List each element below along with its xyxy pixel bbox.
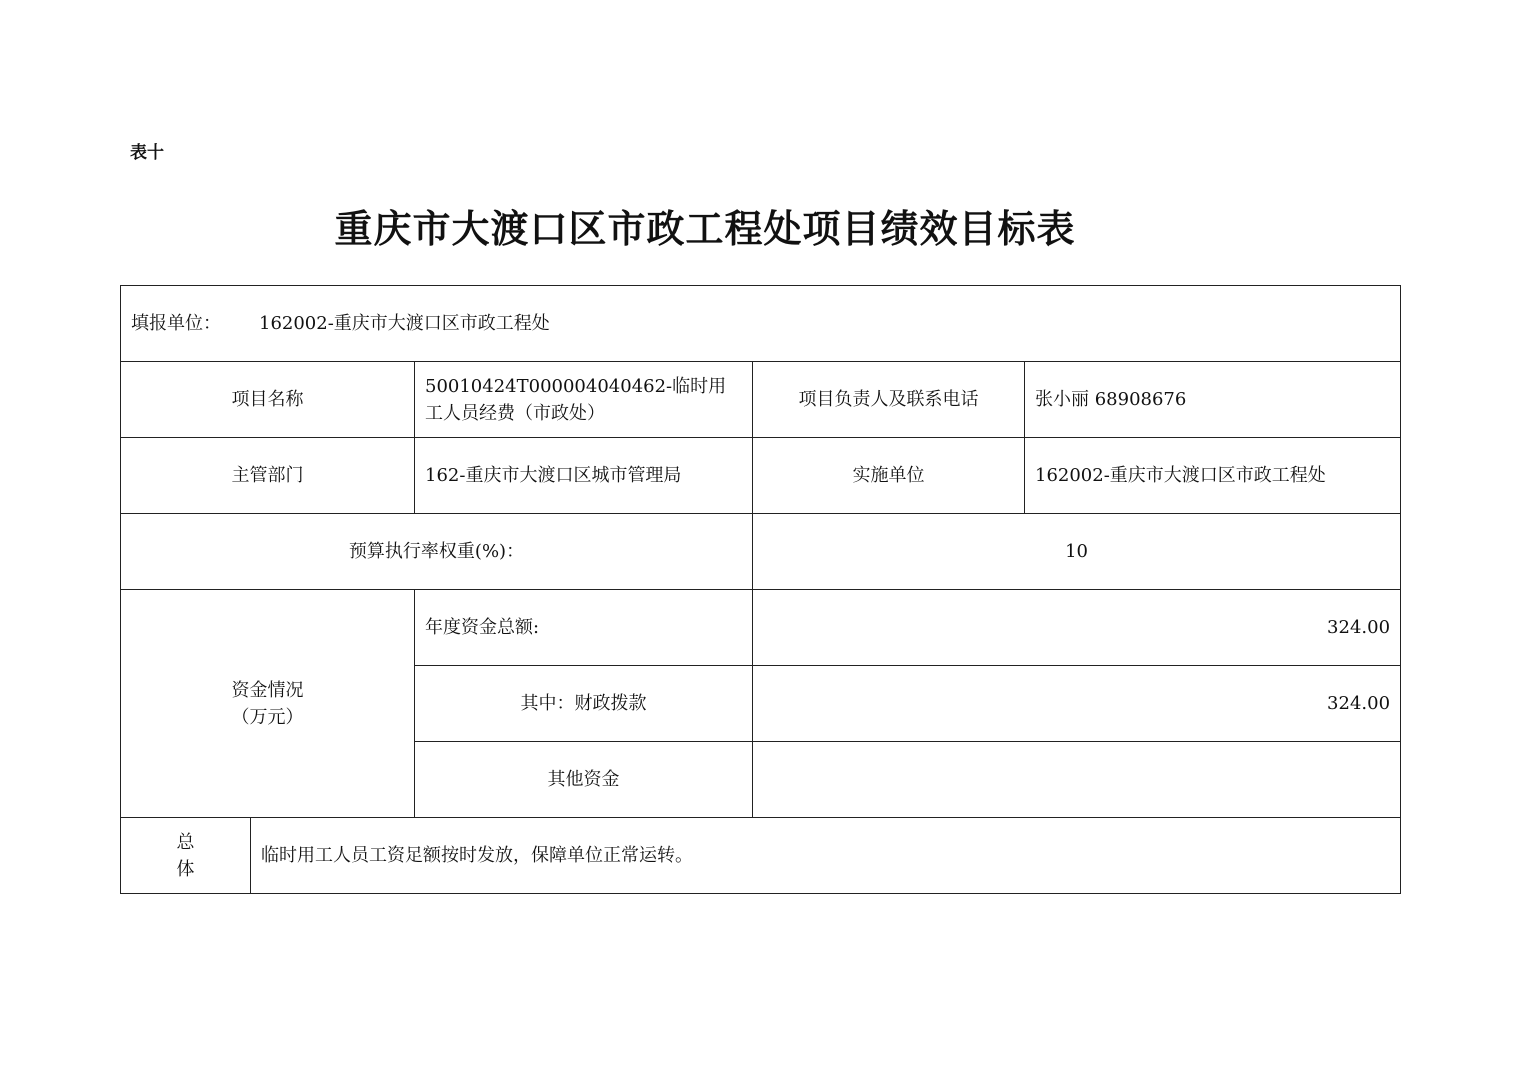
table-number: 表十	[130, 143, 164, 163]
project-name-label: 项目名称	[121, 362, 415, 438]
funds-label-line2: （万元）	[231, 706, 304, 728]
funds-label-cell	[121, 590, 415, 818]
implementing-unit-value: 162002-重庆市大渡口区市政工程处	[1025, 438, 1401, 514]
reporting-unit-cell	[121, 286, 1401, 362]
reporting-unit-value: 162002-重庆市大渡口区市政工程处	[259, 313, 550, 334]
reporting-unit-row	[121, 286, 1401, 362]
project-leader-label: 项目负责人及联系电话	[753, 362, 1025, 438]
budget-weight-label: 预算执行率权重(%)：	[121, 514, 753, 590]
total-funds-label: 年度资金总额:	[415, 590, 753, 666]
overall-goal-text: 临时用工人员工资足额按时发放，保障单位正常运转。	[251, 818, 1401, 894]
implementing-unit-label: 实施单位	[753, 438, 1025, 514]
overall-label-line2: 体	[176, 858, 195, 880]
overall-label-line1: 总	[176, 831, 195, 853]
project-leader-value: 张小丽 68908676	[1025, 362, 1401, 438]
budget-weight-value: 10	[753, 514, 1401, 590]
reporting-unit-label: 填报单位：	[131, 313, 221, 334]
overall-goal-row	[121, 818, 1401, 894]
other-funds-label: 其他资金	[415, 742, 753, 818]
total-funds-row	[121, 590, 1401, 666]
project-name-row	[121, 362, 1401, 438]
overall-label-cell	[121, 818, 251, 894]
department-label: 主管部门	[121, 438, 415, 514]
fiscal-funds-value: 324.00	[753, 666, 1401, 742]
project-name-value: 50010424T000004040462-临时用工人员经费（市政处）	[415, 362, 753, 438]
budget-weight-row	[121, 514, 1401, 590]
funds-label-line1: 资金情况	[231, 679, 304, 701]
department-value: 162-重庆市大渡口区城市管理局	[415, 438, 753, 514]
total-funds-value: 324.00	[753, 590, 1401, 666]
other-funds-value	[753, 742, 1401, 818]
department-row	[121, 438, 1401, 514]
performance-target-table	[120, 285, 1401, 894]
page-title: 重庆市大渡口区市政工程处项目绩效目标表	[334, 206, 1076, 251]
fiscal-funds-label: 其中：财政拨款	[415, 666, 753, 742]
